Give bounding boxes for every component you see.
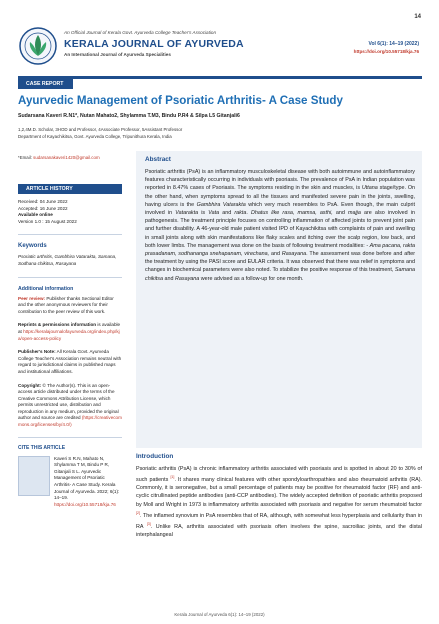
cite-link[interactable]: https://doi.org/10.55718/kja.76 — [54, 501, 116, 507]
reprints-label: Reprints & permissions information — [18, 322, 97, 328]
association-text: An Official Journal of Kerala Govt. Ayurveda College Teacher's Association — [64, 30, 216, 35]
version-info: Version 1.0 : 15 August 2022 — [18, 218, 77, 224]
reprints-text: is available at — [18, 322, 121, 334]
journal-tagline: An International Journal of Ayurveda Specialities — [64, 52, 171, 57]
sidebar-divider — [18, 437, 122, 438]
affiliations — [18, 127, 418, 140]
category-bar — [18, 76, 422, 79]
reference-link[interactable]: [1] — [170, 475, 175, 480]
copyright-link[interactable]: (https://creativecommons.org/licenses/by/4.0/) — [18, 415, 122, 428]
cite-document-icon — [18, 456, 50, 496]
cite-block — [18, 456, 122, 509]
reference-link[interactable]: [2] — [136, 510, 140, 515]
sidebar-divider — [18, 277, 122, 278]
page-number: 14 — [414, 14, 421, 20]
peer-review-text: Publisher thanks Sectional Editor and the other anonymous reviewers for their contribution to the peer review of this work. — [18, 295, 114, 314]
email-label: *Email: — [18, 155, 32, 160]
copyright-text: © The Author(s). This is an open-access article distributed under the terms of the Creative Commons Attribution License, which permits unrestricted use, distribution and reproduction in any medium, provided the original author and source are credited — [18, 382, 119, 421]
page-footer: Kerala Journal of Ayurveda 6(1): 14–19 (2022) — [174, 612, 265, 617]
volume-info: Vol 6(1): 14–19 (2022) — [368, 41, 419, 47]
author-list: Sudarsana Kaveri R.N1*, Nutan Mahato2, Shylamma T.M3, Bindu P.R4 & Silpa L5 Gitanjali6 — [18, 113, 240, 119]
cite-text: Kaveri S R.N, Mahato N, Shylamma T M, Bindu P R, Gitanjali S L. Ayurvedic Management of Psoriatic Arthritis- A Case Study. Kerala Journal of Ayurveda. 2022; 6(1): 14–19. — [54, 455, 120, 501]
cite-text-wrap — [54, 456, 122, 509]
keywords-heading: Keywords — [18, 243, 47, 250]
peer-review-note — [18, 296, 122, 316]
accepted-date: Accepted: 16 June 2022 — [18, 205, 68, 211]
introduction-text: Psoriatic arthritis (PsA) is chronic inflammatory arthritis associated with psoriasis and is spotted in about 20 to 30% of such patients [1]. It shares many clinical features with other spondyloarthropathies and also rheumatoid arthritis (RA). Commonly, it is seronegative, but a small percentage of patients may be positive for rheumatoid factor (RF) and anti-cyclic citrullinated peptide antibodies (anti-CCP antibodies). The widely accepted definition of psoriatic arthritis proposed by Moll and Wright in 1973 is inflammatory arthritis associated with psoriasis and negative for serum rheumatoid factor [2]. The inflamed synovium in PsA resembles that of RA, although, with somewhat less hyperplasia and cellularity than in RA [3]. Unlike RA, arthritis associated with psoriasis often involves the spine, sacroiliac joints, and the distal interphalangeal — [136, 466, 423, 538]
affiliation-roles: 1,2,4M.D. Scholar, 3HOD and Professor, 4Associate Professor, 5Assistant Professor — [18, 127, 183, 132]
abstract-text: Psoriatic arthritis (PsA) is an inflammatory musculoskeletal disease with both autoimmune and autoinflammatory features characteristically occurring in individuals with psoriasis. The prevalence of PsA in Indian population was reported in 8.47% cases of Psoriasis. The symptoms residing in the skin and muscles, is Uttana stage/type. On the other hand, when symptoms spread to all the tissues and manifested severe pain in the joints, swelling, having ulcers is the Gambhira Vatarakta which very much resembles to PsA. Even though, the main culprit involved in Vatarakta is Vata and rakta. Dhatus like rasa, mamsa, asthi, and majja are also involved in pathogenesis. The treatment principle focuses on controlling inflammation of affected joints to prevent joint pain and further disability. A 46-year-old male patient visited IPD of Kayachikitsa with complaints of pain and swelling in small joints along with skin manifestations like flaky scales and itching over the scalp region, low back, and both lower limbs. The management was done on the basis of following treatment modalities: - Ama pacana, rakta prasadanam, sodhananga snehapanam, virechana, and Rasayana. The assessment was done before and after the treatment by using the PASI score and EULAR criteria. It was observed that there was relief in symptoms and changes in biochemical parameters were also noted. To stabilize the positive response of this treatment, Samana chikitsa and Rasayana were advised as a follow-up for one month. — [145, 169, 416, 282]
reprints-note — [18, 322, 122, 342]
publisher-note — [18, 349, 122, 375]
abstract-heading: Abstract — [145, 156, 171, 163]
copyright-note — [18, 383, 122, 429]
article-history-heading: ARTICLE HISTORY — [18, 184, 122, 194]
doi-link[interactable]: https://doi.org/10.55718/kja.76 — [353, 49, 419, 54]
abstract-section — [145, 156, 415, 283]
email-line — [18, 155, 100, 160]
keywords-text: Psoriatic arthritis, Gambhira Vatarakta, Samana, Sodhana chikitsa, Rasayana — [18, 254, 117, 266]
publisher-label: Publisher's Note: — [18, 349, 56, 355]
sidebar — [18, 184, 122, 508]
cite-heading: CITE THIS ARTICLE — [18, 444, 66, 451]
received-date: Received: 04 June 2022 — [18, 199, 68, 204]
article-title: Ayurvedic Management of Psoriatic Arthritis- A Case Study — [18, 94, 343, 107]
additional-info-heading: Additional information — [18, 285, 74, 292]
email-address[interactable]: sudarsanakaveri1420@gmail.com — [33, 155, 100, 160]
reference-link[interactable]: [3] — [146, 521, 151, 526]
article-history — [18, 199, 122, 225]
reprints-link[interactable]: https://keralajournalofayurveda.org/index.php/kja/open-access-policy — [18, 328, 120, 341]
introduction-heading: Introduction — [136, 453, 174, 460]
available-label: Available online — [18, 212, 53, 218]
affiliation-department: Department of Kayachikitsa, Govt. Ayurveda College, Tripunithura Kerala, India — [18, 133, 172, 139]
journal-name: KERALA JOURNAL OF AYURVEDA — [64, 38, 244, 50]
peer-review-label: Peer review: — [18, 295, 46, 301]
introduction-section — [136, 453, 422, 539]
sidebar-divider — [18, 234, 122, 235]
publisher-text: All Kerala Govt. Ayurveda College Teacher's Association remains neutral with regard to jurisdictional claims in published maps and institutional affiliations. — [18, 349, 122, 374]
copyright-label: Copyright: — [18, 382, 42, 388]
category-label: CASE REPORT — [18, 79, 73, 89]
journal-logo — [18, 26, 58, 66]
